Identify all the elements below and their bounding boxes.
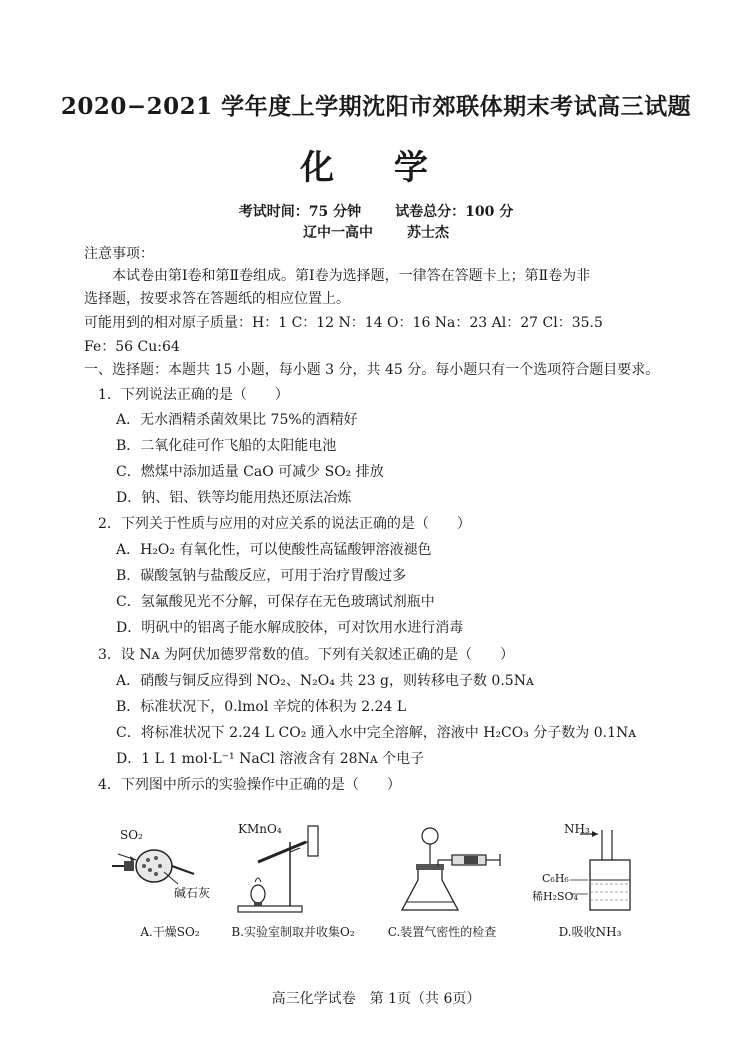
figure-a-reagent-label: 碱石灰 bbox=[174, 886, 211, 900]
q1-stem: 1．下列说法正确的是（ ） bbox=[98, 387, 289, 403]
q1-option-c: C．燃煤中添加适量 CaO 可减少 SO₂ 排放 bbox=[116, 464, 384, 480]
figure-b bbox=[228, 820, 358, 940]
page-footer: 高三化学试卷 第 1页（共 6页） bbox=[271, 991, 481, 1007]
total-score: 试卷总分：100 分 bbox=[395, 204, 514, 220]
q3-option-b: B．标准状况下，0.lmol 辛烷的体积为 2.24 L bbox=[116, 699, 407, 715]
figure-b-reagent-label: KMnO₄ bbox=[238, 822, 282, 836]
atomic-mass-line-1: 可能用到的相对原子质量：H：1 C：12 N：14 O：16 Na：23 Al：27 Cl：35.5 bbox=[84, 315, 603, 331]
q1-option-a: A．无水酒精杀菌效果比 75%的酒精好 bbox=[116, 412, 358, 428]
q2-option-a: A．H₂O₂ 有氧化性，可以使酸性高锰酸钾溶液褪色 bbox=[116, 542, 432, 558]
notes-heading: 注意事项： bbox=[84, 246, 154, 262]
q3-option-a: A．硝酸与铜反应得到 NO₂、N₂O₄ 共 23 g，则转移电子数 0.5Nᴀ bbox=[116, 673, 534, 689]
q3-option-c: C．将标准状况下 2.24 L CO₂ 通入水中完全溶解，溶液中 H₂CO₃ 分子数为 0.1Nᴀ bbox=[116, 725, 637, 741]
q1-option-d: D．钠、铝、铁等均能用热还原法冶炼 bbox=[116, 490, 352, 506]
exam-author bbox=[0, 222, 752, 242]
flask-syringe-icon bbox=[372, 820, 512, 920]
figure-a-caption: A.干燥SO₂ bbox=[140, 925, 200, 939]
figure-d bbox=[530, 820, 650, 940]
figure-b-caption: B.实验室制取并收集O₂ bbox=[231, 925, 355, 939]
q3-option-d: D．1 L 1 mol·L⁻¹ NaCl 溶液含有 28Nᴀ 个电子 bbox=[116, 751, 425, 767]
atomic-mass-line-2: Fe：56 Cu:64 bbox=[84, 339, 180, 355]
exam-time: 考试时间：75 分钟 bbox=[238, 204, 362, 220]
figure-a bbox=[110, 820, 230, 940]
gas-washing-bottle-icon bbox=[530, 820, 650, 920]
q2-option-b: B．碳酸氢钠与盐酸反应，可用于治疗胃酸过多 bbox=[116, 568, 407, 584]
notes-line-1: 本试卷由第Ⅰ卷和第Ⅱ卷组成。第Ⅰ卷为选择题，一律答在答题卡上；第Ⅱ卷为非 bbox=[112, 268, 591, 284]
figure-d-gas-label: NH₃ bbox=[564, 822, 590, 836]
notes-line-2: 选择题，按要求答在答题纸的相应位置上。 bbox=[84, 291, 350, 307]
q2-stem: 2．下列关于性质与应用的对应关系的说法正确的是（ ） bbox=[98, 516, 471, 532]
q4-stem: 4．下列图中所示的实验操作中正确的是（ ） bbox=[98, 777, 401, 793]
exam-meta bbox=[0, 201, 752, 221]
q2-option-d: D．明矾中的铝离子能水解成胶体，可对饮用水进行消毒 bbox=[116, 620, 464, 636]
figure-d-caption: D.吸收NH₃ bbox=[558, 925, 622, 939]
section-heading: 一、选择题：本题共 15 小题，每小题 3 分，共 45 分。每小题只有一个选项符合题目要求。 bbox=[84, 362, 660, 378]
author-name: 苏士杰 bbox=[407, 225, 449, 241]
exam-title: 2020−2021 学年度上学期沈阳市郊联体期末考试高三试题 bbox=[60, 93, 692, 120]
figure-a-gas-label: SO₂ bbox=[120, 828, 143, 842]
q1-option-b: B．二氧化硅可作飞船的太阳能电池 bbox=[116, 438, 337, 454]
school-name: 辽中一高中 bbox=[303, 225, 373, 241]
q2-option-c: C．氢氟酸见光不分解，可保存在无色玻璃试剂瓶中 bbox=[116, 594, 435, 610]
q4-figures bbox=[110, 820, 650, 940]
figure-d-layer1-label: C₆H₆ bbox=[542, 872, 569, 885]
q3-stem: 3．设 Nᴀ 为阿伏加德罗常数的值。下列有关叙述正确的是（ ） bbox=[98, 647, 514, 663]
figure-c-caption: C.装置气密性的检查 bbox=[387, 925, 497, 939]
subject-title: 化 学 bbox=[300, 148, 452, 188]
figure-d-layer2-label: 稀H₂SO₄ bbox=[532, 890, 578, 903]
figure-c bbox=[372, 820, 512, 940]
